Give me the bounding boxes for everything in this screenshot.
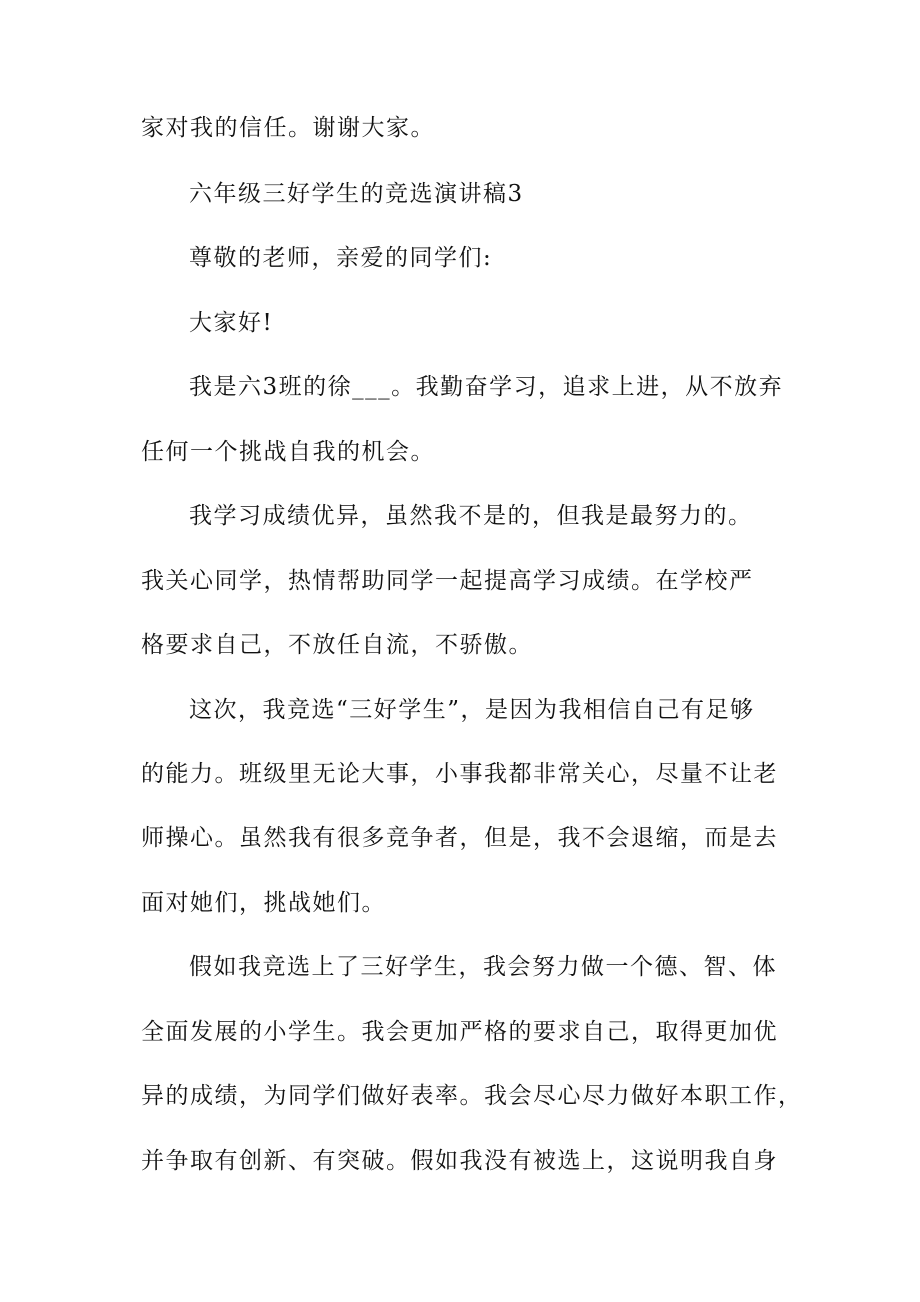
text-line: 我是六3班的徐___。我勤奋学习，追求上进，从不放弃 <box>189 374 784 400</box>
text-line: 面对她们，挑战她们。 <box>141 890 386 916</box>
text-line: 我关心同学，热情帮助同学一起提高学习成绩。在学校严 <box>141 568 754 594</box>
text-line: 任何一个挑战自我的机会。 <box>141 439 435 465</box>
text-line: 家对我的信任。谢谢大家。 <box>141 115 435 141</box>
text-line: 并争取有创新、有突破。假如我没有被选上，这说明我自身 <box>141 1148 778 1174</box>
text-line: 的能力。班级里无论大事，小事我都非常关心，尽量不让老 <box>141 761 778 787</box>
text-line: 异的成绩，为同学们做好表率。我会尽心尽力做好本职工作， <box>141 1083 803 1109</box>
text-line: 全面发展的小学生。我会更加严格的要求自己，取得更加优 <box>141 1019 778 1045</box>
text-line: 假如我竞选上了三好学生，我会努力做一个德、智、体 <box>189 954 777 980</box>
greeting: 大家好! <box>189 310 274 336</box>
section-heading: 六年级三好学生的竞选演讲稿3 <box>189 181 524 207</box>
salutation: 尊敬的老师，亲爱的同学们: <box>189 245 493 271</box>
text-line: 师操心。虽然我有很多竞争者，但是，我不会退缩，而是去 <box>141 825 778 851</box>
text-line: 格要求自己，不放任自流，不骄傲。 <box>141 632 533 658</box>
text-line: 这次，我竞选“三好学生”，是因为我相信自己有足够 <box>189 697 755 723</box>
text-line: 我学习成绩优异，虽然我不是的，但我是最努力的。 <box>189 503 753 529</box>
